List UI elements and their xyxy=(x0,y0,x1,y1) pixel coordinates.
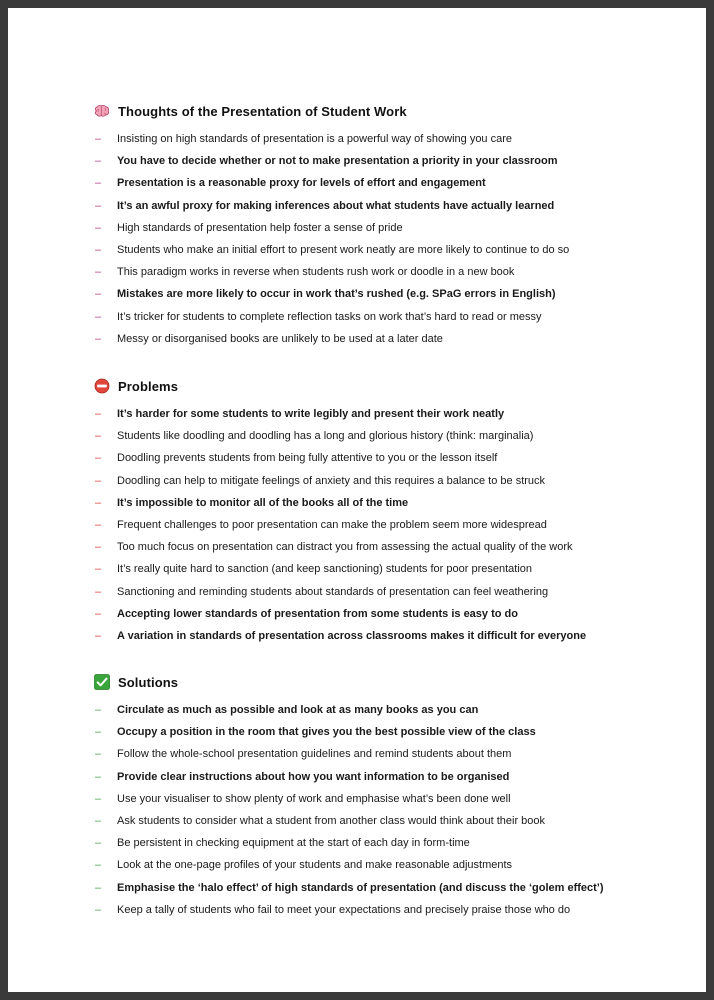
list-item-text: Emphasise the ‘halo effect’ of high standards of presentation (and discuss the ‘golem effect’) xyxy=(117,881,604,894)
section-header xyxy=(94,375,654,397)
list-item-text: Doodling can help to mitigate feelings of anxiety and this requires a balance to be struck xyxy=(117,474,546,487)
list-item-text: This paradigm works in reverse when students rush work or doodle in a new book xyxy=(117,266,515,279)
dash-icon: – xyxy=(95,496,102,509)
dash-icon: – xyxy=(95,837,102,850)
item-list xyxy=(94,128,654,350)
section-title: Solutions xyxy=(118,674,179,690)
dash-icon: – xyxy=(95,177,102,190)
dash-icon: – xyxy=(95,748,102,761)
section-thoughts xyxy=(94,100,654,350)
dash-icon: – xyxy=(95,607,102,620)
list-item-text: Provide clear instructions about how you want information to be organised xyxy=(117,770,510,783)
brain-icon xyxy=(94,103,110,119)
dash-icon: – xyxy=(95,266,102,279)
section-solutions xyxy=(94,671,654,921)
list-item xyxy=(94,514,654,536)
dash-icon: – xyxy=(95,563,102,576)
list-item xyxy=(94,899,654,921)
list-item xyxy=(94,766,654,788)
dash-icon: – xyxy=(95,408,102,421)
dash-icon: – xyxy=(95,629,102,642)
dash-icon: – xyxy=(95,155,102,168)
list-item xyxy=(94,788,654,810)
dash-icon: – xyxy=(95,332,102,345)
list-item-text: Circulate as much as possible and look at as many books as you can xyxy=(117,704,479,717)
list-item xyxy=(94,283,654,305)
dash-icon: – xyxy=(95,199,102,212)
list-item-text: Frequent challenges to poor presentation can make the problem seem more widespread xyxy=(117,519,547,532)
list-item-text: Too much focus on presentation can distract you from assessing the actual quality of the work xyxy=(117,541,573,554)
list-item xyxy=(94,603,654,625)
item-list xyxy=(94,699,654,921)
list-item-text: Keep a tally of students who fail to meet your expectations and precisely praise those who do xyxy=(117,903,571,916)
dash-icon: – xyxy=(95,221,102,234)
section-problems xyxy=(94,375,654,647)
list-item-text: It’s harder for some students to write legibly and present their work neatly xyxy=(117,408,505,421)
list-item xyxy=(94,721,654,743)
list-item-text: Sanctioning and reminding students about standards of presentation can feel weathering xyxy=(117,585,549,598)
list-item-text: It’s tricker for students to complete reflection tasks on work that’s hard to read or messy xyxy=(117,310,542,323)
list-item xyxy=(94,625,654,647)
list-item-text: Students like doodling and doodling has a long and glorious history (think: marginalia) xyxy=(117,430,534,443)
list-item-text: Mistakes are more likely to occur in work that’s rushed (e.g. SPaG errors in English) xyxy=(117,288,556,301)
dash-icon: – xyxy=(95,859,102,872)
list-item xyxy=(94,195,654,217)
list-item xyxy=(94,558,654,580)
dash-icon: – xyxy=(95,474,102,487)
dash-icon: – xyxy=(95,452,102,465)
dash-icon: – xyxy=(95,704,102,717)
list-item xyxy=(94,150,654,172)
list-item-text: Occupy a position in the room that gives you the best possible view of the class xyxy=(117,726,536,739)
dash-icon: – xyxy=(95,726,102,739)
list-item-text: Use your visualiser to show plenty of work and emphasise what’s been done well xyxy=(117,792,511,805)
dash-icon: – xyxy=(95,792,102,805)
list-item-text: A variation in standards of presentation across classrooms makes it difficult for everyone xyxy=(117,629,587,642)
list-item xyxy=(94,492,654,514)
section-header xyxy=(94,671,654,693)
list-item-text: Presentation is a reasonable proxy for levels of effort and engagement xyxy=(117,177,486,190)
list-item xyxy=(94,172,654,194)
list-item xyxy=(94,447,654,469)
no-entry-icon xyxy=(94,378,110,394)
list-item xyxy=(94,261,654,283)
list-item xyxy=(94,536,654,558)
list-item-text: High standards of presentation help foster a sense of pride xyxy=(117,221,403,234)
dash-icon: – xyxy=(95,541,102,554)
list-item xyxy=(94,425,654,447)
list-item xyxy=(94,239,654,261)
list-item xyxy=(94,403,654,425)
dash-icon: – xyxy=(95,244,102,257)
list-item-text: Accepting lower standards of presentation from some students is easy to do xyxy=(117,607,518,620)
list-item-text: Students who make an initial effort to present work neatly are more likely to continue to do so xyxy=(117,244,570,257)
check-mark-icon xyxy=(94,674,110,690)
list-item xyxy=(94,306,654,328)
list-item xyxy=(94,832,654,854)
list-item-text: It’s impossible to monitor all of the books all of the time xyxy=(117,496,409,509)
list-item xyxy=(94,699,654,721)
list-item xyxy=(94,581,654,603)
list-item-text: Follow the whole-school presentation guidelines and remind students about them xyxy=(117,748,512,761)
list-item-text: Be persistent in checking equipment at the start of each day in form-time xyxy=(117,837,470,850)
dash-icon: – xyxy=(95,288,102,301)
dash-icon: – xyxy=(95,310,102,323)
list-item xyxy=(94,743,654,765)
list-item-text: Look at the one-page profiles of your students and make reasonable adjustments xyxy=(117,859,513,872)
list-item xyxy=(94,854,654,876)
section-title: Thoughts of the Presentation of Student Work xyxy=(118,103,407,119)
section-header xyxy=(94,100,654,122)
list-item xyxy=(94,810,654,832)
document-page xyxy=(8,8,706,992)
dash-icon: – xyxy=(95,430,102,443)
list-item-text: It’s an awful proxy for making inferences about what students have actually learned xyxy=(117,199,555,212)
section-title: Problems xyxy=(118,378,179,394)
dash-icon: – xyxy=(95,815,102,828)
list-item xyxy=(94,217,654,239)
dash-icon: – xyxy=(95,133,102,146)
list-item xyxy=(94,470,654,492)
dash-icon: – xyxy=(95,585,102,598)
dash-icon: – xyxy=(95,903,102,916)
list-item-text: Messy or disorganised books are unlikely to be used at a later date xyxy=(117,332,443,345)
list-item xyxy=(94,328,654,350)
dash-icon: – xyxy=(95,881,102,894)
list-item-text: You have to decide whether or not to make presentation a priority in your classroom xyxy=(117,155,558,168)
item-list xyxy=(94,403,654,647)
list-item xyxy=(94,128,654,150)
dash-icon: – xyxy=(95,770,102,783)
list-item-text: Insisting on high standards of presentation is a powerful way of showing you care xyxy=(117,133,513,146)
list-item-text: Doodling prevents students from being fully attentive to you or the lesson itself xyxy=(117,452,498,465)
list-item-text: It’s really quite hard to sanction (and keep sanctioning) students for poor presentation xyxy=(117,563,532,576)
list-item-text: Ask students to consider what a student from another class would think about their book xyxy=(117,815,546,828)
dash-icon: – xyxy=(95,519,102,532)
list-item xyxy=(94,877,654,899)
